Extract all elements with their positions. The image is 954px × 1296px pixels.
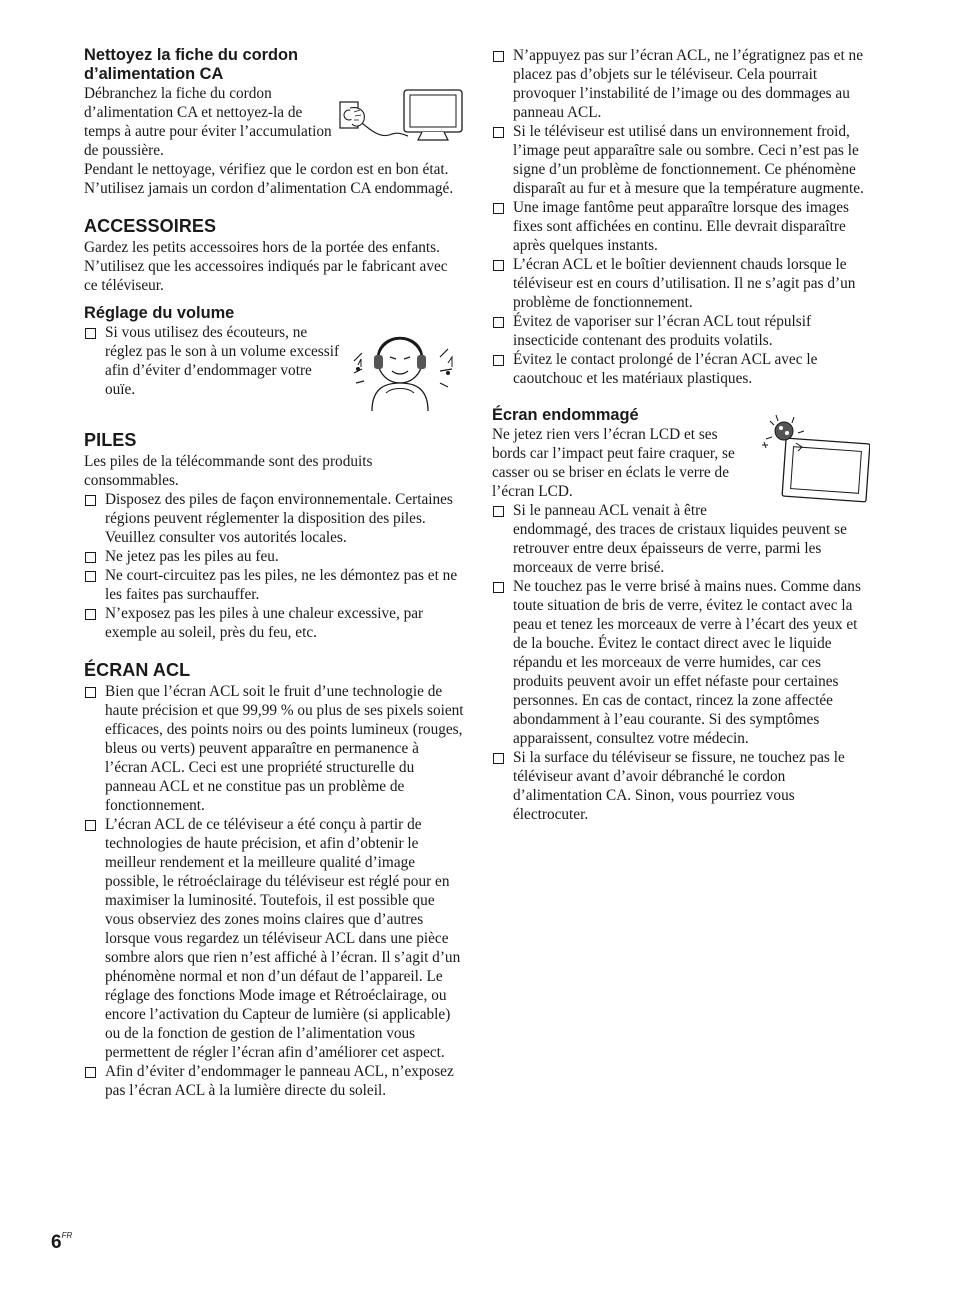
list-item: Ne jetez pas les piles au feu. <box>84 547 464 566</box>
list-item: Afin d’éviter d’endommager le panneau ACL, n’exposez pas l’écran ACL à la lumière directe du soleil. <box>84 1062 464 1100</box>
cleaning-section <box>84 46 464 198</box>
left-column <box>84 46 464 1100</box>
list-item: Évitez le contact prolongé de l’écran ACL avec le caoutchouc et les matériaux plastiques. <box>492 350 870 388</box>
list-item: L’écran ACL et le boîtier deviennent chauds lorsque le téléviseur est en cours d’utilisation. Il ne s’agit pas d’un problème de fonctionnement. <box>492 255 870 312</box>
volume-title: Réglage du volume <box>84 304 235 322</box>
list-item: N’exposez pas les piles à une chaleur excessive, par exemple au soleil, près du feu, etc. <box>84 604 464 642</box>
cleaning-para-1: Débranchez la fiche du cordon d’alimentation CA et nettoyez-la de temps à autre pour éviter l’accumulation de poussière. <box>84 85 332 159</box>
list-item: Disposez des piles de façon environnementale. Certaines régions peuvent réglementer la disposition des piles. Veuillez consulter vos autorités locales. <box>84 490 464 547</box>
piles-para: Les piles de la télécommande sont des produits consommables. <box>84 453 373 489</box>
list-item: Ne touchez pas le verre brisé à mains nues. Comme dans toute situation de bris de verre, évitez le contact avec la peau et tenez les morceaux de verre à l’écart des yeux et de la bouche. Évitez le contact direct avec le liquide répandu et les morceaux de verre humides, car ces produits peuvent avoir un effet néfaste pour certaines personnes. En cas de contact, rincez la zone affectée abondamment à l’eau courante. Si des symptômes apparaissent, consultez votre médecin. <box>492 577 870 748</box>
power-plug-illustration <box>336 88 464 152</box>
ecran-acl-list-continued <box>492 46 870 388</box>
ecran-acl-section <box>84 660 464 1100</box>
list-item: Si la surface du téléviseur se fissure, ne touchez pas le téléviseur avant d’avoir débranché le cordon d’alimentation CA. Sinon, vous pourriez vous électrocuter. <box>492 748 870 824</box>
broken-tv-icon <box>760 413 870 505</box>
cleaning-title: Nettoyez la fiche du cordon d’alimentation CA <box>84 46 299 83</box>
damaged-screen-section <box>492 406 870 824</box>
volume-section <box>84 304 464 399</box>
piles-list <box>84 490 464 642</box>
accessoires-section <box>84 216 464 295</box>
piles-section <box>84 430 464 642</box>
volume-list <box>84 323 464 399</box>
damaged-list <box>492 501 870 824</box>
ecran-acl-title: ÉCRAN ACL <box>84 660 191 680</box>
list-item: Évitez de vaporiser sur l’écran ACL tout répulsif insecticide contenant des produits volatils. <box>492 312 870 350</box>
cleaning-para-2: Pendant le nettoyage, vérifiez que le cordon est en bon état. N’utilisez jamais un cordon d’alimentation CA endommagé. <box>84 161 454 197</box>
accessoires-title: ACCESSOIRES <box>84 216 217 236</box>
damaged-title: Écran endommagé <box>492 406 639 424</box>
list-item: Ne court-circuitez pas les piles, ne les démontez pas et ne les faites pas surchauffer. <box>84 566 464 604</box>
list-item: Une image fantôme peut apparaître lorsque des images fixes sont affichées en continu. Elle devrait disparaître après quelques instants. <box>492 198 870 255</box>
ecran-acl-list <box>84 682 464 1100</box>
list-item: Si le téléviseur est utilisé dans un environnement froid, l’image peut apparaître sale ou sombre. Ceci n’est pas le signe d’un problème de fonctionnement. Ce phénomène disparaît au fur et à mesure que la température augmente. <box>492 122 870 198</box>
list-item: Bien que l’écran ACL soit le fruit d’une technologie de haute précision et que 99,99 % ou plus de ses pixels soient efficaces, des points noirs ou des points lumineux (rouges, bleus ou verts) peuvent apparaître en permanence à l’écran ACL. Ceci est une propriété structurelle du panneau ACL et ne constitue pas un problème de fonctionnement. <box>84 682 464 815</box>
right-column <box>492 46 870 824</box>
list-item: N’appuyez pas sur l’écran ACL, ne l’égratignez pas et ne placez pas d’objets sur le téléviseur. Cela pourrait provoquer l’instabilité de l’image ou des dommages au panneau ACL. <box>492 46 870 122</box>
list-item: Si vous utilisez des écouteurs, ne réglez pas le son à un volume excessif afin d’éviter d’endommager votre ouïe. <box>84 323 464 399</box>
broken-screen-illustration <box>760 413 870 505</box>
language-code: FR <box>61 1231 73 1240</box>
piles-title: PILES <box>84 430 137 450</box>
accessoires-para: Gardez les petits accessoires hors de la portée des enfants. N’utilisez que les accessoires indiqués par le fabricant avec ce téléviseur. <box>84 239 448 294</box>
list-item: Si le panneau ACL venait à être endommagé, des traces de cristaux liquides peuvent se retrouver entre deux épaisseurs de verre, parmi les morceaux de verre brisé. <box>492 501 870 577</box>
list-item: L’écran ACL de ce téléviseur a été conçu à partir de technologies de haute précision, et afin d’obtenir le meilleur rendement et la meilleure qualité d’image possible, le rétroéclairage du téléviseur est réglé pour en maximiser la luminosité. Toutefois, il est possible que vous observiez des zones moins claires que d’autres lorsque vous regardez un téléviseur ACL dans une pièce sombre alors que rien n’est affiché à l’écran. Il s’agit d’un phénomène normal et non d’un défaut de l’appareil. Le réglage des fonctions Mode image et Rétroéclairage, ou encore l’activation du Capteur de lumière (si applicable) ou de la fonction de gestion de l’alimentation vous permettent de régler l’écran afin d’améliorer cet aspect. <box>84 815 464 1062</box>
damaged-para: Ne jetez rien vers l’écran LCD et ses bords car l’impact peut faire craquer, se casser ou se briser en éclats le verre de l’écran LCD. <box>492 426 735 500</box>
tv-plug-icon <box>336 88 464 152</box>
page-number: $6^{FR}$ <box>51 1231 73 1253</box>
